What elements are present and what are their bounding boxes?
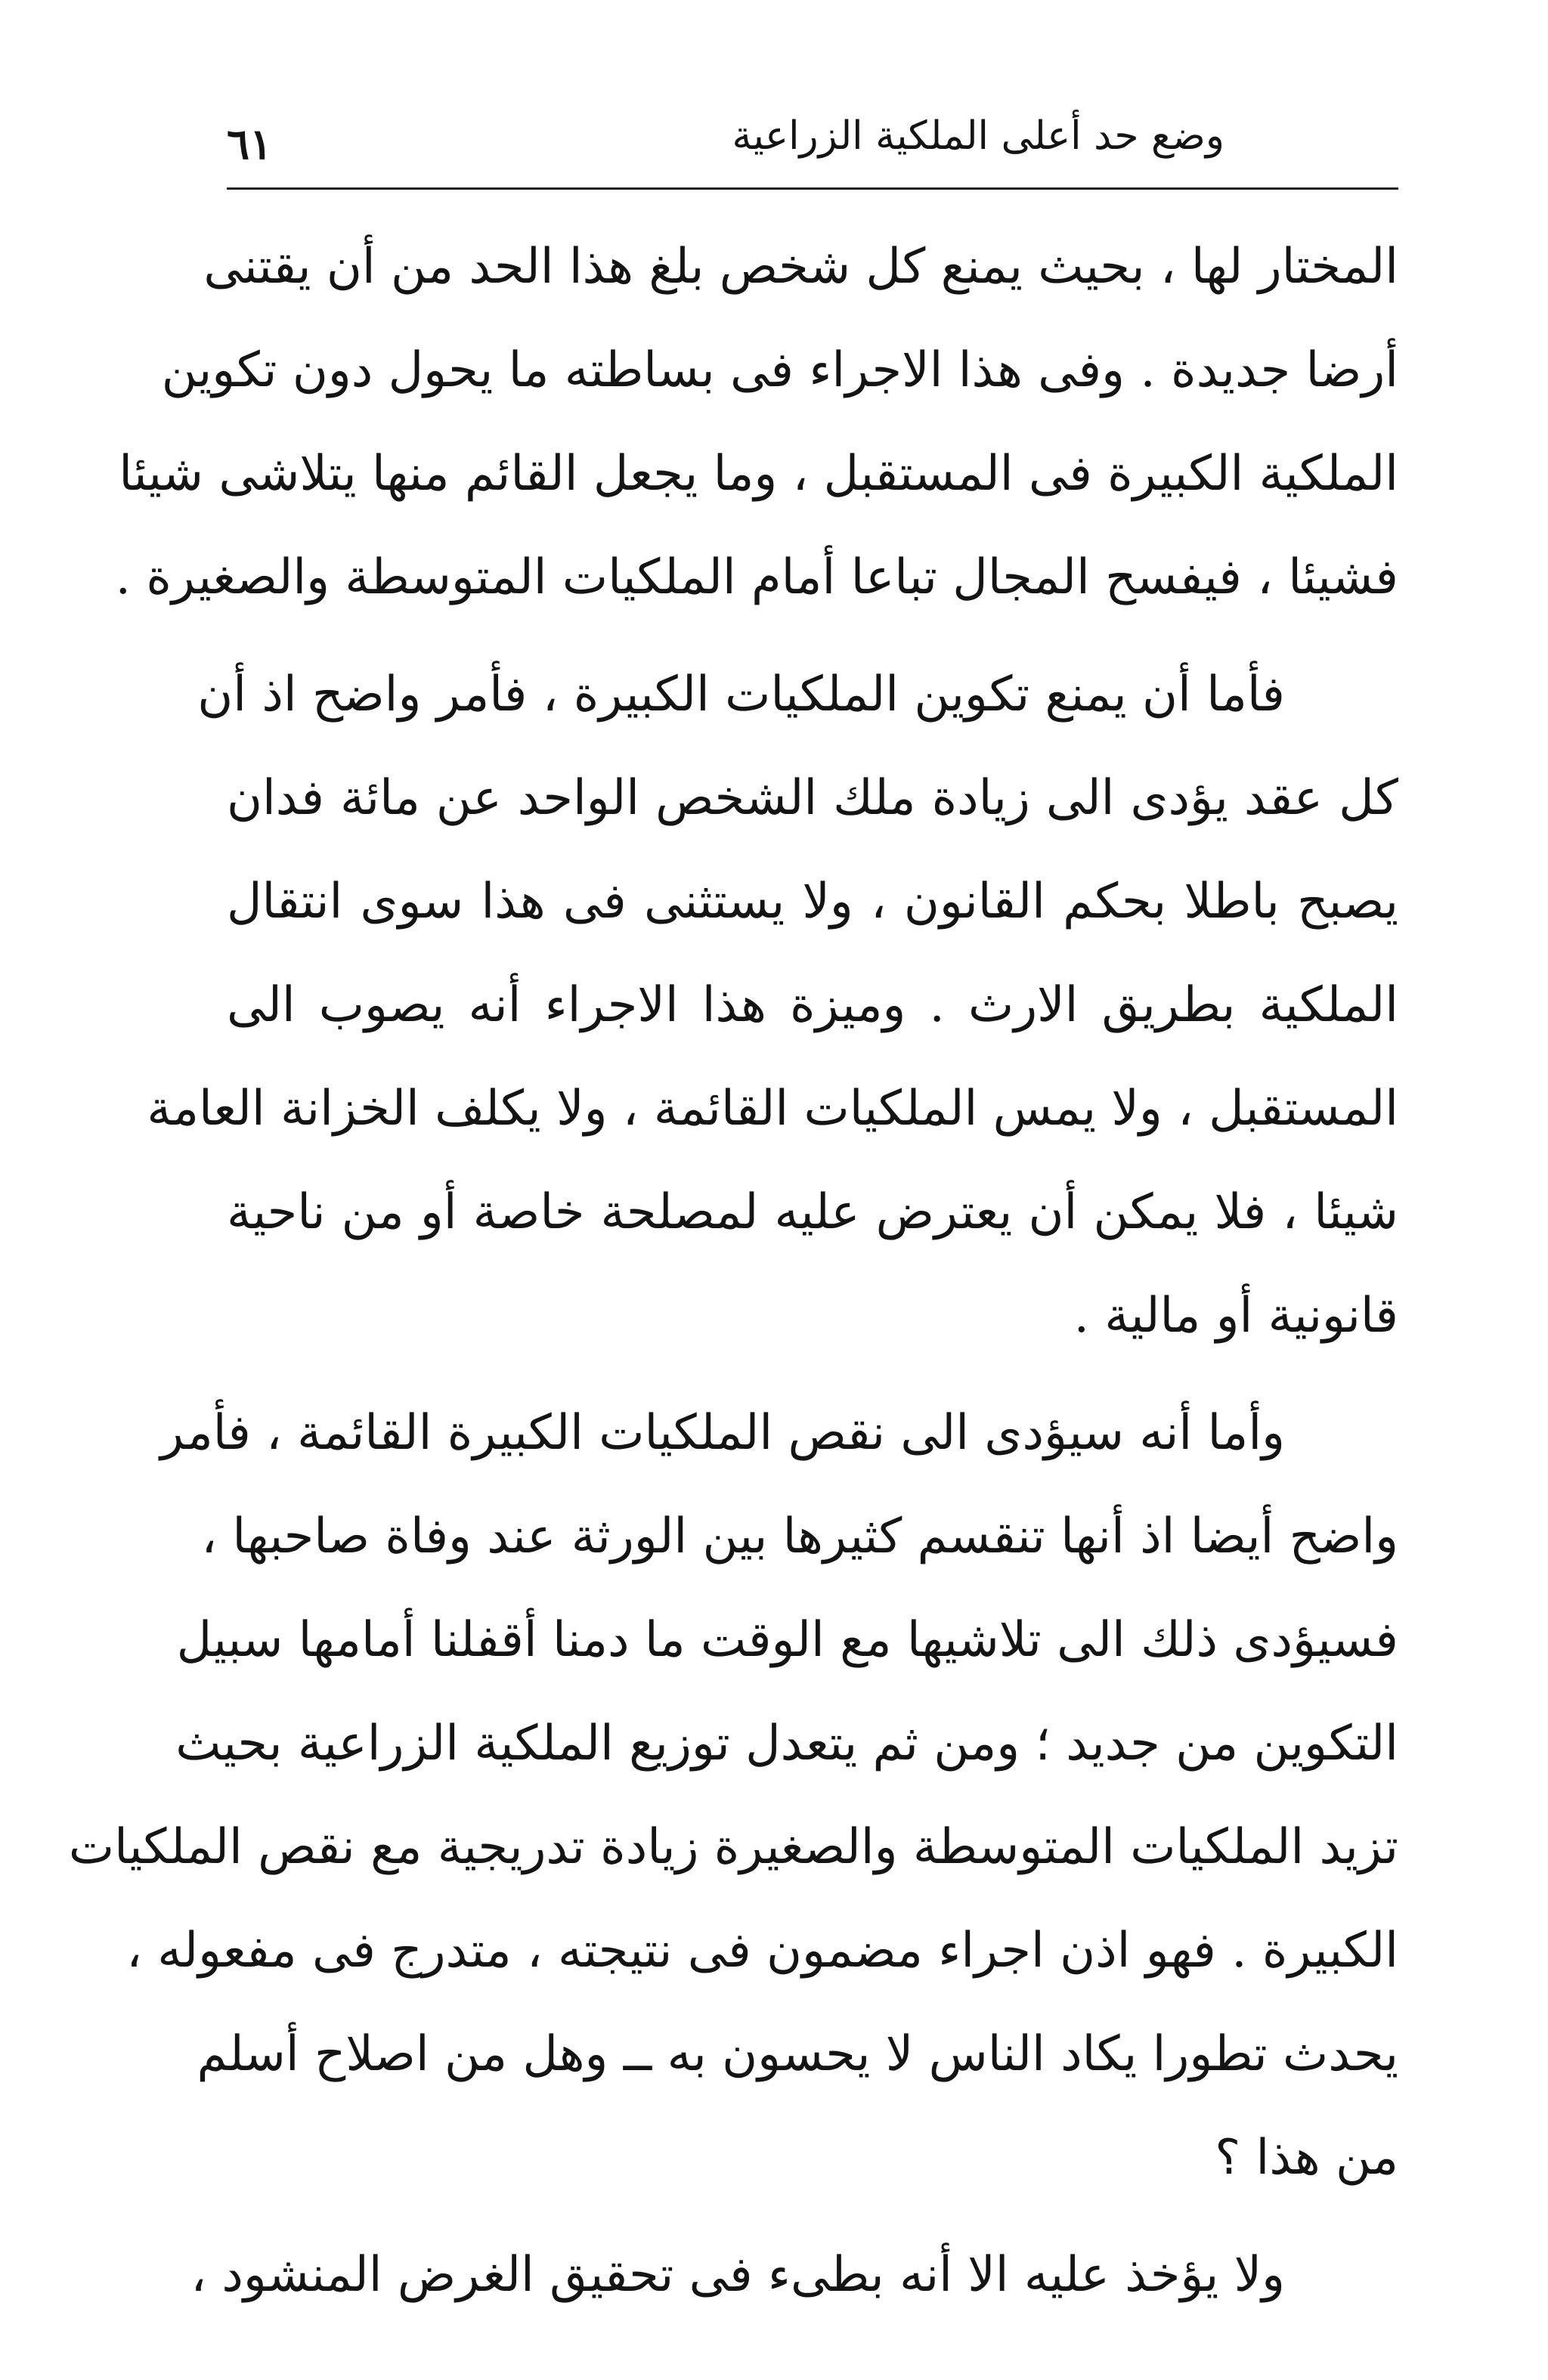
text-line: ولا يؤخذ عليه الا أنه بطىء فى تحقيق الغرض المنشود ، bbox=[190, 2247, 1285, 2303]
body-text bbox=[68, 215, 1399, 2327]
text-line: فشيئا ، فيفسح المجال تباعا أمام الملكيات المتوسطة والصغيرة . bbox=[115, 549, 1398, 605]
page-number: ٦١ bbox=[227, 119, 273, 169]
text-line: يحدث تطورا يكاد الناس لا يحسون به ــ وهل من اصلاح أسلم bbox=[197, 2026, 1398, 2082]
text-line: المختار لها ، بحيث يمنع كل شخص بلغ هذا الحد من أن يقتنى bbox=[203, 239, 1398, 295]
text-line: تزيد الملكيات المتوسطة والصغيرة زيادة تدريجية مع نقص الملكيات bbox=[68, 1819, 1398, 1875]
paragraph bbox=[190, 2224, 1398, 2327]
paragraph bbox=[68, 1382, 1398, 2210]
text-line: شيئا ، فلا يمكن أن يعترض عليه لمصلحة خاصة أو من ناحية bbox=[227, 1184, 1398, 1240]
paragraph bbox=[115, 215, 1398, 630]
text-line: أرضا جديدة . وفى هذا الاجراء فى بساطته ما يحول دون تكوين bbox=[161, 342, 1398, 398]
paragraph bbox=[147, 643, 1399, 1368]
text-line: وأما أنه سيؤدى الى نقص الملكيات الكبيرة القائمة ، فأمر bbox=[160, 1405, 1285, 1461]
text-line: فسيؤدى ذلك الى تلاشيها مع الوقت ما دمنا أقفلنا أمامها سبيل bbox=[176, 1612, 1398, 1668]
header-divider bbox=[227, 187, 1398, 190]
text-line: فأما أن يمنع تكوين الملكيات الكبيرة ، فأمر واضح اذ أن bbox=[197, 667, 1285, 723]
text-line: واضح أيضا اذ أنها تنقسم كثيرها بين الورثة عند وفاة صاحبها ، bbox=[201, 1509, 1398, 1564]
text-line: الكبيرة . فهو اذن اجراء مضمون فى نتيجته ، متدرج فى مفعوله ، bbox=[126, 1923, 1398, 1979]
text-line: يصبح باطلا بحكم القانون ، ولا يستثنى فى هذا سوى انتقال bbox=[227, 874, 1399, 930]
text-line: قانونية أو مالية . bbox=[1073, 1288, 1398, 1344]
text-line: كل عقد يؤدى الى زيادة ملك الشخص الواحد عن مائة فدان bbox=[227, 770, 1398, 826]
text-line: التكوين من جديد ؛ ومن ثم يتعدل توزيع الملكية الزراعية بحيث bbox=[175, 1716, 1398, 1772]
text-line: الملكية بطريق الارث . وميزة هذا الاجراء أنه يصوب الى bbox=[227, 977, 1398, 1033]
text-line: المستقبل ، ولا يمس الملكيات القائمة ، ولا يكلف الخزانة العامة bbox=[147, 1081, 1398, 1137]
text-line: الملكية الكبيرة فى المستقبل ، وما يجعل القائم منها يتلاشى شيئا bbox=[119, 446, 1398, 502]
text-line: من هذا ؟ bbox=[1215, 2130, 1398, 2186]
page-header bbox=[227, 113, 1398, 181]
running-title: وضع حد أعلى الملكية الزراعية bbox=[732, 113, 1224, 159]
